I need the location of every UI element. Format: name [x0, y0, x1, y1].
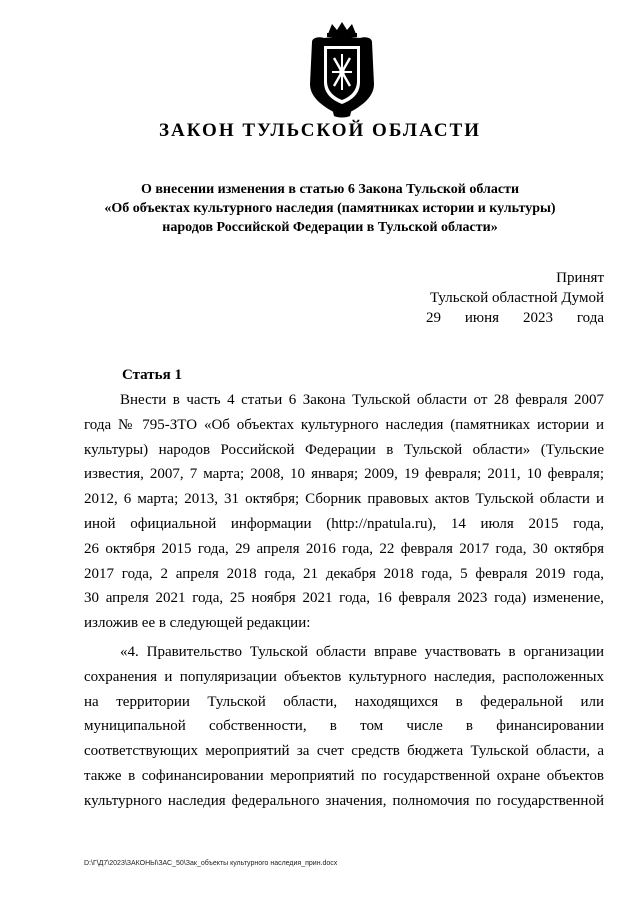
adoption-year: 2023	[522, 310, 553, 326]
text-line: 26 октября 2015 года, 29 апреля 2016 года, 22 февраля 2017 года, 30 октября	[84, 540, 604, 557]
text-line: 2017 года, 2 апреля 2018 года, 21 декабря 2018 года, 5 февраля 2019 года,	[84, 565, 604, 582]
law-subject	[60, 180, 600, 237]
text-line: «4. Правительство Тульской области вправе участвовать в организации	[120, 644, 604, 660]
adoption-year-word: года	[576, 310, 604, 326]
text-line: также в софинансировании мероприятий по государственной охране объектов	[84, 767, 604, 784]
law-title: ЗАКОН ТУЛЬСКОЙ ОБЛАСТИ	[158, 120, 482, 141]
article-paragraph-2	[84, 640, 604, 814]
text-line: иной официальной информации (http://npatula.ru), 14 июля 2015 года,	[84, 515, 604, 532]
subject-line: О внесении изменения в статью 6 Закона Тульской области	[140, 182, 520, 197]
adopted-by: Тульской областной Думой	[429, 290, 604, 306]
text-line: культуры) народов Российской Федерации в Тульской области» (Тульские	[84, 441, 604, 458]
text-line: на территории Тульской области, находящихся в федеральной или	[84, 693, 604, 710]
file-path-footer: D:\Г\Д7\2023\ЗАКОНЫ\ЗАС_50\Зак_объекты культурного наследия_прин.docx	[84, 860, 338, 867]
text-line: года № 795-ЗТО «Об объектах культурного наследия (памятниках истории и	[84, 416, 604, 433]
text-line: культурного наследия федерального значения, полномочия по государственной	[84, 792, 604, 809]
text-line: сохранения и популяризации объектов культурного наследия, расположенных	[84, 668, 604, 685]
article-title: Статья 1	[122, 367, 182, 383]
adoption-day: 29	[426, 310, 441, 326]
adopted-label: Принят	[556, 270, 604, 286]
text-line: изложив ее в следующей редакции:	[84, 615, 311, 632]
text-line: 30 апреля 2021 года, 25 ноября 2021 года, 16 февраля 2023 года) изменение,	[84, 590, 604, 607]
coat-of-arms-emblem	[304, 20, 380, 120]
adoption-block	[426, 268, 604, 328]
text-line: муниципальной собственности, в том числе в финансировании	[84, 718, 604, 735]
article-paragraph-1	[84, 388, 604, 636]
text-line: Внести в часть 4 статьи 6 Закона Тульской области от 28 февраля 2007	[120, 392, 604, 408]
text-line: 2012, 6 марта; 2013, 31 октября; Сборник правовых актов Тульской области и	[84, 491, 604, 508]
subject-line: «Об объектах культурного наследия (памятниках истории и культуры)	[104, 201, 556, 216]
adoption-date	[426, 308, 604, 328]
text-line: известия, 2007, 7 марта; 2008, 10 января; 2009, 19 февраля; 2011, 10 февраля;	[84, 466, 604, 483]
subject-line: народов Российской Федерации в Тульской области»	[162, 220, 498, 235]
text-line: соответствующих мероприятий за счет средств бюджета Тульской области, а	[84, 743, 604, 760]
adoption-month: июня	[464, 310, 500, 326]
